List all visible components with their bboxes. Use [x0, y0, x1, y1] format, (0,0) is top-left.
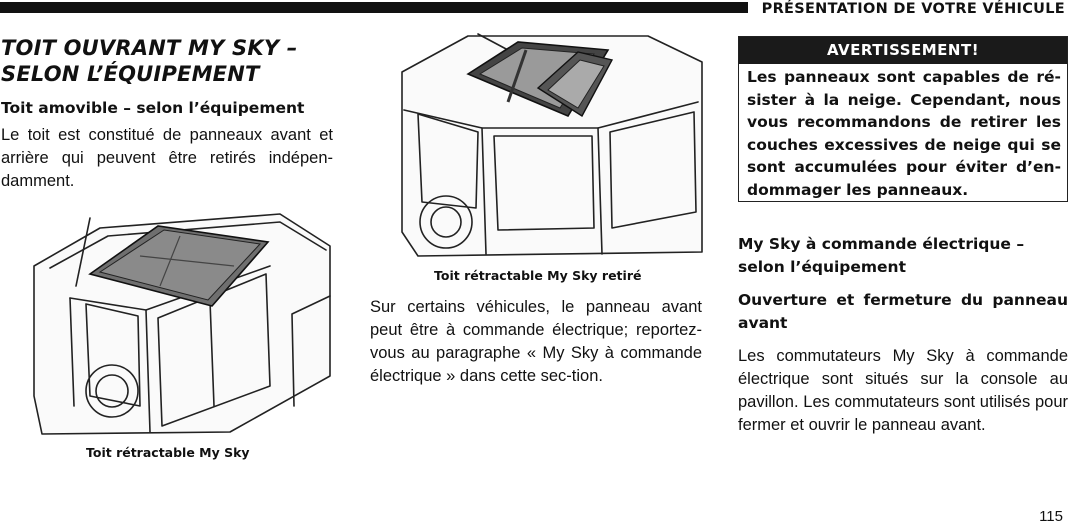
warning-title: AVERTISSEMENT! — [739, 37, 1067, 64]
right-column — [738, 233, 1068, 437]
heading-electric-my-sky-line1: My Sky à commande électrique – — [738, 235, 1025, 253]
header-rule — [0, 2, 748, 13]
paragraph-removable-roof: Le toit est constitué de panneaux avant et arrière qui peuvent être retirés indépen-damment. — [1, 126, 333, 190]
paragraph-electric-front-panel: Sur certains véhicules, le panneau avant peut être à commande électrique; reportez-vous au paragraphe « My Sky à commande électrique » dans cette sec-tion. — [370, 298, 702, 385]
subheading-open-close-front: Ouverture et fermeture du panneau avant — [738, 291, 1068, 332]
section-title: PRÉSENTATION DE VOTRE VÉHICULE — [761, 1, 1065, 17]
subheading-removable-roof: Toit amovible – selon l’équipement — [1, 99, 305, 117]
page-title-line2: SELON L’ÉQUIPEMENT — [1, 62, 260, 86]
heading-electric-my-sky-line2: selon l’équipement — [738, 258, 907, 276]
vehicle-roof-removed-illustration — [398, 32, 704, 260]
vehicle-roof-closed-illustration — [30, 206, 335, 436]
figure-caption-removed: Toit rétractable My Sky retiré — [434, 268, 642, 283]
figure-caption-closed: Toit rétractable My Sky — [86, 445, 250, 460]
warning-box — [738, 36, 1068, 202]
page-number: 115 — [1039, 508, 1063, 525]
middle-column — [370, 296, 702, 388]
page-title-line1: TOIT OUVRANT MY SKY – — [1, 36, 298, 60]
paragraph-switch-location: Les commutateurs My Sky à commande électrique sont situés sur la console au pavillon. Les commutateurs sont utilisés pour fermer et ouvrir le panneau avant. — [738, 347, 1068, 434]
left-column — [1, 35, 333, 193]
warning-text: Les panneaux sont capables de ré-sister à la neige. Cependant, nous vous recommandons de retirer les couches excessives de neige qui se sont accumulées pour éviter d’en-dommager les panneaux. — [747, 68, 1061, 199]
